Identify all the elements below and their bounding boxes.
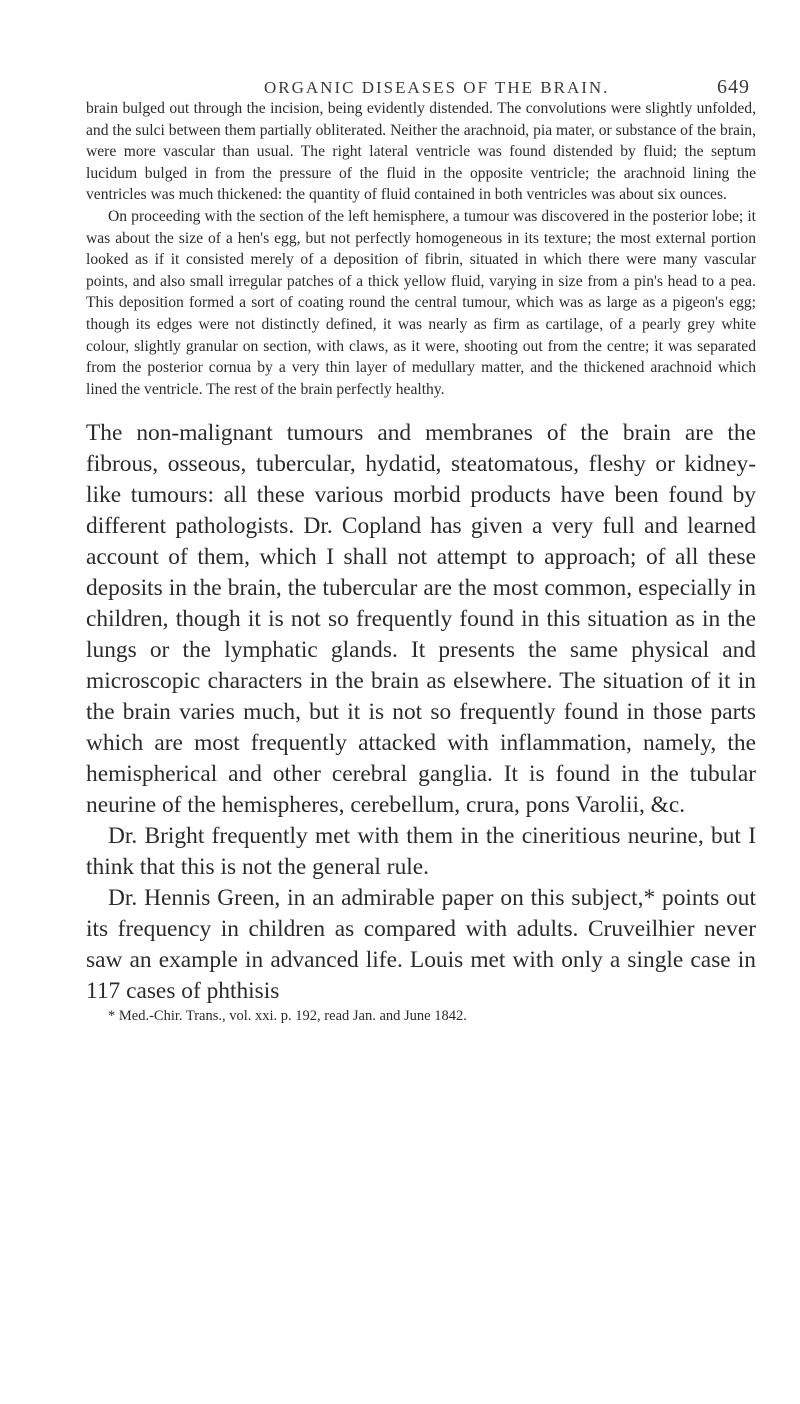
running-title: ORGANIC DISEASES OF THE BRAIN. xyxy=(264,78,610,97)
book-page xyxy=(86,62,756,1025)
paragraph: Dr. Bright frequently met with them in the cineritious neurine, but I think that this is not the general rule. xyxy=(86,823,756,881)
paragraph: The non-malignant tumours and membranes of the brain are the fibrous, osseous, tubercular, hydatid, steatomatous, fleshy or kidney-like tumours: all these various morbid products have been found by different pathologists. Dr. Copland has given a very full and learned account of them, which I shall not attempt to approach; of all these deposits in the brain, the tubercular are the most common, especially in children, though it is not so frequently found in this situation as in the lungs or the lymphatic glands. It presents the same physical and microscopic characters in the brain as elsewhere. The situation of it in the brain varies much, but it is not so frequently found in those parts which are most frequently attacked with inflammation, namely, the hemispherical and other cerebral ganglia. It is found in the tubular neurine of the hemispheres, cerebellum, crura, pons Varolii, &c. xyxy=(86,420,756,819)
main-text-section xyxy=(86,418,756,1007)
case-report-section xyxy=(86,98,756,400)
paragraph: Dr. Hennis Green, in an admirable paper on this subject,* points out its frequency in children as compared with adults. Cruveilhier never saw an example in advanced life. Louis met with only a single case in 117 cases of phthisis xyxy=(86,885,756,1005)
paragraph: On proceeding with the section of the left hemisphere, a tumour was discovered in the posterior lobe; it was about the size of a hen's egg, but not perfectly homogeneous in its texture; the most external portion looked as if it consisted merely of a deposition of fibrin, situated in which there were many vascular points, and also small irregular patches of a thick yellow fluid, varying in size from a pin's head to a pea. This deposition formed a sort of coating round the central tumour, which was as large as a pigeon's egg; though its edges were not distinctly defined, it was nearly as firm as cartilage, of a pearly grey white colour, slightly granular on section, with claws, as it were, shooting out from the centre; it was separated from the posterior cornua by a very thin layer of medullary matter, and the thickened arachnoid which lined the ventricle. The rest of the brain perfectly healthy. xyxy=(86,207,756,398)
page-number: 649 xyxy=(717,76,750,98)
paragraph: brain bulged out through the incision, being evidently distended. The convolutions were slightly unfolded, and the sulci between them partially obliterated. Neither the arachnoid, pia mater, or substance of the brain, were more vascular than usual. The right lateral ventricle was found distended by fluid; the septum lucidum bulged in from the pressure of the fluid in the opposite ventricle; the arachnoid lining the ventricles was much thickened: the quantity of fluid contained in both ventricles was about six ounces. xyxy=(86,100,756,204)
running-head xyxy=(86,62,756,98)
footnote: * Med.-Chir. Trans., vol. xxi. p. 192, read Jan. and June 1842. xyxy=(108,1008,467,1025)
